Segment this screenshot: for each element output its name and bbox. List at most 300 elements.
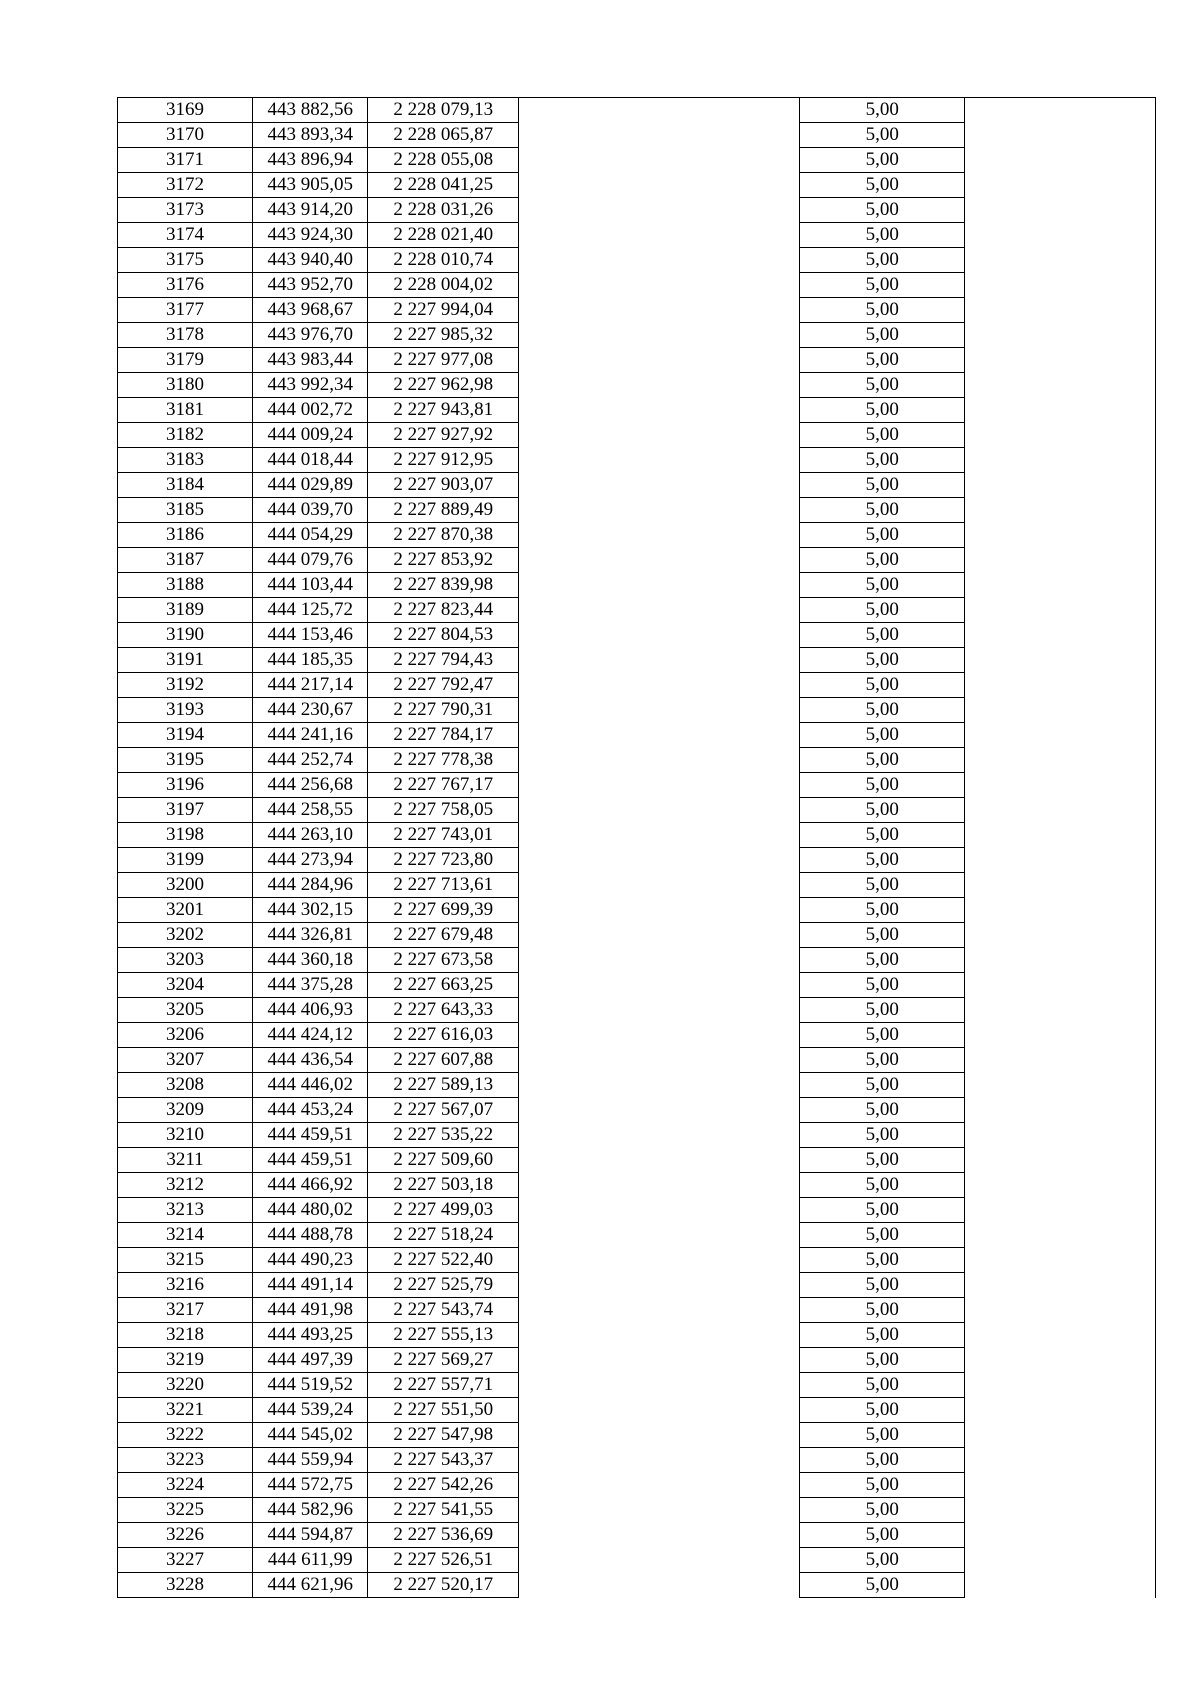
point-number-cell: 3227 <box>118 1548 253 1573</box>
y-coordinate-cell: 2 227 839,98 <box>368 573 518 598</box>
empty-cell-a <box>518 898 799 923</box>
point-number-cell: 3169 <box>118 98 253 123</box>
value-cell: 5,00 <box>800 598 965 623</box>
empty-cell-a <box>518 798 799 823</box>
empty-cell-b <box>965 1398 1156 1423</box>
empty-cell-a <box>518 823 799 848</box>
empty-cell-b <box>965 173 1156 198</box>
point-number-cell: 3228 <box>118 1573 253 1598</box>
empty-cell-a <box>518 198 799 223</box>
point-number-cell: 3188 <box>118 573 253 598</box>
empty-cell-b <box>965 1498 1156 1523</box>
empty-cell-b <box>965 598 1156 623</box>
value-cell: 5,00 <box>800 173 965 198</box>
point-number-cell: 3224 <box>118 1473 253 1498</box>
y-coordinate-cell: 2 227 607,88 <box>368 1048 518 1073</box>
y-coordinate-cell: 2 228 004,02 <box>368 273 518 298</box>
table-row <box>118 298 1156 323</box>
empty-cell-b <box>965 548 1156 573</box>
empty-cell-a <box>518 1373 799 1398</box>
y-coordinate-cell: 2 228 079,13 <box>368 98 518 123</box>
empty-cell-b <box>965 998 1156 1023</box>
empty-cell-b <box>965 623 1156 648</box>
table-row <box>118 1148 1156 1173</box>
y-coordinate-cell: 2 227 522,40 <box>368 1248 518 1273</box>
empty-cell-a <box>518 298 799 323</box>
value-cell: 5,00 <box>800 1548 965 1573</box>
empty-cell-a <box>518 248 799 273</box>
point-number-cell: 3204 <box>118 973 253 998</box>
table-row <box>118 1048 1156 1073</box>
empty-cell-b <box>965 848 1156 873</box>
empty-cell-a <box>518 1473 799 1498</box>
x-coordinate-cell: 443 893,34 <box>253 123 368 148</box>
value-cell: 5,00 <box>800 698 965 723</box>
point-number-cell: 3213 <box>118 1198 253 1223</box>
value-cell: 5,00 <box>800 248 965 273</box>
empty-cell-b <box>965 1148 1156 1173</box>
y-coordinate-cell: 2 228 055,08 <box>368 148 518 173</box>
empty-cell-b <box>965 448 1156 473</box>
y-coordinate-cell: 2 227 792,47 <box>368 673 518 698</box>
y-coordinate-cell: 2 227 927,92 <box>368 423 518 448</box>
y-coordinate-cell: 2 227 743,01 <box>368 823 518 848</box>
table-row <box>118 1498 1156 1523</box>
table-row <box>118 173 1156 198</box>
table-row <box>118 523 1156 548</box>
empty-cell-b <box>965 1023 1156 1048</box>
x-coordinate-cell: 444 009,24 <box>253 423 368 448</box>
value-cell: 5,00 <box>800 1098 965 1123</box>
x-coordinate-cell: 444 480,02 <box>253 1198 368 1223</box>
empty-cell-a <box>518 1123 799 1148</box>
value-cell: 5,00 <box>800 723 965 748</box>
table-row <box>118 1273 1156 1298</box>
table-row <box>118 1173 1156 1198</box>
empty-cell-a <box>518 1548 799 1573</box>
empty-cell-a <box>518 1573 799 1598</box>
table-row <box>118 348 1156 373</box>
x-coordinate-cell: 444 594,87 <box>253 1523 368 1548</box>
empty-cell-b <box>965 273 1156 298</box>
x-coordinate-cell: 444 217,14 <box>253 673 368 698</box>
empty-cell-b <box>965 898 1156 923</box>
x-coordinate-cell: 444 490,23 <box>253 1248 368 1273</box>
x-coordinate-cell: 444 621,96 <box>253 1573 368 1598</box>
point-number-cell: 3201 <box>118 898 253 923</box>
point-number-cell: 3174 <box>118 223 253 248</box>
empty-cell-a <box>518 473 799 498</box>
y-coordinate-cell: 2 227 870,38 <box>368 523 518 548</box>
point-number-cell: 3177 <box>118 298 253 323</box>
point-number-cell: 3178 <box>118 323 253 348</box>
empty-cell-a <box>518 673 799 698</box>
y-coordinate-cell: 2 227 547,98 <box>368 1423 518 1448</box>
x-coordinate-cell: 444 153,46 <box>253 623 368 648</box>
empty-cell-b <box>965 223 1156 248</box>
point-number-cell: 3185 <box>118 498 253 523</box>
empty-cell-a <box>518 723 799 748</box>
x-coordinate-cell: 443 968,67 <box>253 298 368 323</box>
value-cell: 5,00 <box>800 998 965 1023</box>
empty-cell-b <box>965 298 1156 323</box>
x-coordinate-cell: 444 491,98 <box>253 1298 368 1323</box>
value-cell: 5,00 <box>800 273 965 298</box>
coordinates-table <box>117 97 1156 1598</box>
empty-cell-b <box>965 1373 1156 1398</box>
point-number-cell: 3190 <box>118 623 253 648</box>
x-coordinate-cell: 444 185,35 <box>253 648 368 673</box>
value-cell: 5,00 <box>800 523 965 548</box>
point-number-cell: 3193 <box>118 698 253 723</box>
point-number-cell: 3175 <box>118 248 253 273</box>
x-coordinate-cell: 444 488,78 <box>253 1223 368 1248</box>
table-row <box>118 1323 1156 1348</box>
y-coordinate-cell: 2 227 509,60 <box>368 1148 518 1173</box>
empty-cell-a <box>518 773 799 798</box>
point-number-cell: 3179 <box>118 348 253 373</box>
empty-cell-b <box>965 423 1156 448</box>
empty-cell-a <box>518 273 799 298</box>
x-coordinate-cell: 444 360,18 <box>253 948 368 973</box>
point-number-cell: 3171 <box>118 148 253 173</box>
empty-cell-b <box>965 723 1156 748</box>
empty-cell-b <box>965 823 1156 848</box>
x-coordinate-cell: 444 375,28 <box>253 973 368 998</box>
value-cell: 5,00 <box>800 1423 965 1448</box>
empty-cell-b <box>965 1348 1156 1373</box>
y-coordinate-cell: 2 227 503,18 <box>368 1173 518 1198</box>
table-row <box>118 973 1156 998</box>
table-row <box>118 1223 1156 1248</box>
x-coordinate-cell: 444 103,44 <box>253 573 368 598</box>
empty-cell-b <box>965 1223 1156 1248</box>
empty-cell-a <box>518 1148 799 1173</box>
empty-cell-a <box>518 498 799 523</box>
y-coordinate-cell: 2 227 663,25 <box>368 973 518 998</box>
value-cell: 5,00 <box>800 973 965 998</box>
value-cell: 5,00 <box>800 1248 965 1273</box>
x-coordinate-cell: 444 302,15 <box>253 898 368 923</box>
x-coordinate-cell: 444 466,92 <box>253 1173 368 1198</box>
x-coordinate-cell: 444 611,99 <box>253 1548 368 1573</box>
point-number-cell: 3192 <box>118 673 253 698</box>
empty-cell-b <box>965 198 1156 223</box>
table-row <box>118 448 1156 473</box>
x-coordinate-cell: 444 079,76 <box>253 548 368 573</box>
x-coordinate-cell: 444 545,02 <box>253 1423 368 1448</box>
empty-cell-b <box>965 1323 1156 1348</box>
value-cell: 5,00 <box>800 898 965 923</box>
empty-cell-b <box>965 523 1156 548</box>
point-number-cell: 3181 <box>118 398 253 423</box>
x-coordinate-cell: 443 983,44 <box>253 348 368 373</box>
y-coordinate-cell: 2 227 518,24 <box>368 1223 518 1248</box>
value-cell: 5,00 <box>800 98 965 123</box>
point-number-cell: 3206 <box>118 1023 253 1048</box>
empty-cell-a <box>518 548 799 573</box>
x-coordinate-cell: 444 446,02 <box>253 1073 368 1098</box>
empty-cell-a <box>518 1498 799 1523</box>
table-row <box>118 498 1156 523</box>
empty-cell-b <box>965 748 1156 773</box>
value-cell: 5,00 <box>800 1323 965 1348</box>
empty-cell-b <box>965 1523 1156 1548</box>
y-coordinate-cell: 2 227 977,08 <box>368 348 518 373</box>
y-coordinate-cell: 2 227 589,13 <box>368 1073 518 1098</box>
value-cell: 5,00 <box>800 423 965 448</box>
empty-cell-a <box>518 148 799 173</box>
y-coordinate-cell: 2 227 778,38 <box>368 748 518 773</box>
y-coordinate-cell: 2 227 535,22 <box>368 1123 518 1148</box>
y-coordinate-cell: 2 227 943,81 <box>368 398 518 423</box>
point-number-cell: 3172 <box>118 173 253 198</box>
x-coordinate-cell: 444 582,96 <box>253 1498 368 1523</box>
y-coordinate-cell: 2 227 551,50 <box>368 1398 518 1423</box>
y-coordinate-cell: 2 227 525,79 <box>368 1273 518 1298</box>
point-number-cell: 3223 <box>118 1448 253 1473</box>
empty-cell-b <box>965 1573 1156 1598</box>
empty-cell-b <box>965 1448 1156 1473</box>
empty-cell-a <box>518 448 799 473</box>
empty-cell-b <box>965 473 1156 498</box>
empty-cell-a <box>518 648 799 673</box>
x-coordinate-cell: 444 491,14 <box>253 1273 368 1298</box>
value-cell: 5,00 <box>800 573 965 598</box>
y-coordinate-cell: 2 227 823,44 <box>368 598 518 623</box>
table-row <box>118 423 1156 448</box>
value-cell: 5,00 <box>800 298 965 323</box>
table-row <box>118 1573 1156 1598</box>
empty-cell-a <box>518 998 799 1023</box>
y-coordinate-cell: 2 227 794,43 <box>368 648 518 673</box>
value-cell: 5,00 <box>800 1148 965 1173</box>
point-number-cell: 3194 <box>118 723 253 748</box>
empty-cell-a <box>518 98 799 123</box>
empty-cell-a <box>518 873 799 898</box>
empty-cell-b <box>965 498 1156 523</box>
y-coordinate-cell: 2 227 555,13 <box>368 1323 518 1348</box>
value-cell: 5,00 <box>800 1223 965 1248</box>
empty-cell-b <box>965 873 1156 898</box>
value-cell: 5,00 <box>800 1198 965 1223</box>
point-number-cell: 3218 <box>118 1323 253 1348</box>
empty-cell-b <box>965 1473 1156 1498</box>
empty-cell-a <box>518 323 799 348</box>
point-number-cell: 3212 <box>118 1173 253 1198</box>
empty-cell-a <box>518 1423 799 1448</box>
x-coordinate-cell: 443 914,20 <box>253 198 368 223</box>
empty-cell-b <box>965 1198 1156 1223</box>
y-coordinate-cell: 2 228 031,26 <box>368 198 518 223</box>
point-number-cell: 3207 <box>118 1048 253 1073</box>
point-number-cell: 3217 <box>118 1298 253 1323</box>
empty-cell-a <box>518 173 799 198</box>
empty-cell-a <box>518 573 799 598</box>
x-coordinate-cell: 444 559,94 <box>253 1448 368 1473</box>
empty-cell-b <box>965 923 1156 948</box>
empty-cell-a <box>518 1173 799 1198</box>
point-number-cell: 3222 <box>118 1423 253 1448</box>
y-coordinate-cell: 2 227 557,71 <box>368 1373 518 1398</box>
x-coordinate-cell: 443 896,94 <box>253 148 368 173</box>
table-row <box>118 148 1156 173</box>
table-row <box>118 473 1156 498</box>
empty-cell-a <box>518 348 799 373</box>
y-coordinate-cell: 2 227 520,17 <box>368 1573 518 1598</box>
x-coordinate-cell: 444 018,44 <box>253 448 368 473</box>
empty-cell-a <box>518 623 799 648</box>
value-cell: 5,00 <box>800 223 965 248</box>
point-number-cell: 3221 <box>118 1398 253 1423</box>
x-coordinate-cell: 444 497,39 <box>253 1348 368 1373</box>
x-coordinate-cell: 444 029,89 <box>253 473 368 498</box>
y-coordinate-cell: 2 227 643,33 <box>368 998 518 1023</box>
table-row <box>118 898 1156 923</box>
empty-cell-a <box>518 1023 799 1048</box>
value-cell: 5,00 <box>800 448 965 473</box>
point-number-cell: 3202 <box>118 923 253 948</box>
empty-cell-a <box>518 598 799 623</box>
x-coordinate-cell: 444 002,72 <box>253 398 368 423</box>
table-row <box>118 848 1156 873</box>
y-coordinate-cell: 2 227 962,98 <box>368 373 518 398</box>
y-coordinate-cell: 2 227 994,04 <box>368 298 518 323</box>
table-row <box>118 1073 1156 1098</box>
point-number-cell: 3198 <box>118 823 253 848</box>
y-coordinate-cell: 2 227 567,07 <box>368 1098 518 1123</box>
table-row <box>118 1373 1156 1398</box>
empty-cell-b <box>965 373 1156 398</box>
empty-cell-a <box>518 973 799 998</box>
x-coordinate-cell: 444 284,96 <box>253 873 368 898</box>
point-number-cell: 3220 <box>118 1373 253 1398</box>
x-coordinate-cell: 444 519,52 <box>253 1373 368 1398</box>
y-coordinate-cell: 2 227 758,05 <box>368 798 518 823</box>
point-number-cell: 3186 <box>118 523 253 548</box>
table-row <box>118 1473 1156 1498</box>
y-coordinate-cell: 2 227 903,07 <box>368 473 518 498</box>
table-row <box>118 548 1156 573</box>
table-row <box>118 1398 1156 1423</box>
y-coordinate-cell: 2 227 889,49 <box>368 498 518 523</box>
empty-cell-b <box>965 773 1156 798</box>
x-coordinate-cell: 444 258,55 <box>253 798 368 823</box>
point-number-cell: 3210 <box>118 1123 253 1148</box>
empty-cell-a <box>518 1048 799 1073</box>
value-cell: 5,00 <box>800 1123 965 1148</box>
empty-cell-b <box>965 1173 1156 1198</box>
x-coordinate-cell: 443 952,70 <box>253 273 368 298</box>
x-coordinate-cell: 444 493,25 <box>253 1323 368 1348</box>
table-row <box>118 98 1156 123</box>
table-row <box>118 773 1156 798</box>
empty-cell-b <box>965 248 1156 273</box>
x-coordinate-cell: 444 459,51 <box>253 1123 368 1148</box>
empty-cell-b <box>965 398 1156 423</box>
value-cell: 5,00 <box>800 1348 965 1373</box>
y-coordinate-cell: 2 227 536,69 <box>368 1523 518 1548</box>
y-coordinate-cell: 2 227 542,26 <box>368 1473 518 1498</box>
empty-cell-a <box>518 948 799 973</box>
value-cell: 5,00 <box>800 748 965 773</box>
table-row <box>118 123 1156 148</box>
point-number-cell: 3199 <box>118 848 253 873</box>
y-coordinate-cell: 2 227 790,31 <box>368 698 518 723</box>
x-coordinate-cell: 444 241,16 <box>253 723 368 748</box>
table-body <box>118 98 1156 1598</box>
table-row <box>118 198 1156 223</box>
value-cell: 5,00 <box>800 798 965 823</box>
x-coordinate-cell: 443 976,70 <box>253 323 368 348</box>
x-coordinate-cell: 443 924,30 <box>253 223 368 248</box>
table-row <box>118 1023 1156 1048</box>
empty-cell-b <box>965 948 1156 973</box>
table-row <box>118 948 1156 973</box>
y-coordinate-cell: 2 227 767,17 <box>368 773 518 798</box>
point-number-cell: 3180 <box>118 373 253 398</box>
x-coordinate-cell: 444 039,70 <box>253 498 368 523</box>
y-coordinate-cell: 2 227 713,61 <box>368 873 518 898</box>
x-coordinate-cell: 443 992,34 <box>253 373 368 398</box>
point-number-cell: 3184 <box>118 473 253 498</box>
y-coordinate-cell: 2 227 673,58 <box>368 948 518 973</box>
empty-cell-a <box>518 1248 799 1273</box>
point-number-cell: 3195 <box>118 748 253 773</box>
point-number-cell: 3214 <box>118 1223 253 1248</box>
point-number-cell: 3203 <box>118 948 253 973</box>
empty-cell-b <box>965 1248 1156 1273</box>
x-coordinate-cell: 443 940,40 <box>253 248 368 273</box>
value-cell: 5,00 <box>800 1573 965 1598</box>
y-coordinate-cell: 2 227 784,17 <box>368 723 518 748</box>
point-number-cell: 3205 <box>118 998 253 1023</box>
y-coordinate-cell: 2 228 021,40 <box>368 223 518 248</box>
value-cell: 5,00 <box>800 498 965 523</box>
table-row <box>118 273 1156 298</box>
table-row <box>118 1098 1156 1123</box>
x-coordinate-cell: 444 424,12 <box>253 1023 368 1048</box>
empty-cell-b <box>965 1273 1156 1298</box>
x-coordinate-cell: 444 436,54 <box>253 1048 368 1073</box>
empty-cell-a <box>518 1073 799 1098</box>
y-coordinate-cell: 2 227 616,03 <box>368 1023 518 1048</box>
point-number-cell: 3173 <box>118 198 253 223</box>
value-cell: 5,00 <box>800 823 965 848</box>
table-row <box>118 398 1156 423</box>
empty-cell-b <box>965 148 1156 173</box>
value-cell: 5,00 <box>800 323 965 348</box>
y-coordinate-cell: 2 227 804,53 <box>368 623 518 648</box>
table-row <box>118 698 1156 723</box>
x-coordinate-cell: 444 539,24 <box>253 1398 368 1423</box>
table-row <box>118 1423 1156 1448</box>
empty-cell-a <box>518 923 799 948</box>
point-number-cell: 3200 <box>118 873 253 898</box>
x-coordinate-cell: 444 459,51 <box>253 1148 368 1173</box>
table-row <box>118 323 1156 348</box>
value-cell: 5,00 <box>800 1173 965 1198</box>
point-number-cell: 3226 <box>118 1523 253 1548</box>
x-coordinate-cell: 444 125,72 <box>253 598 368 623</box>
value-cell: 5,00 <box>800 1448 965 1473</box>
x-coordinate-cell: 444 263,10 <box>253 823 368 848</box>
empty-cell-b <box>965 673 1156 698</box>
y-coordinate-cell: 2 227 853,92 <box>368 548 518 573</box>
y-coordinate-cell: 2 227 699,39 <box>368 898 518 923</box>
y-coordinate-cell: 2 228 065,87 <box>368 123 518 148</box>
table-row <box>118 798 1156 823</box>
